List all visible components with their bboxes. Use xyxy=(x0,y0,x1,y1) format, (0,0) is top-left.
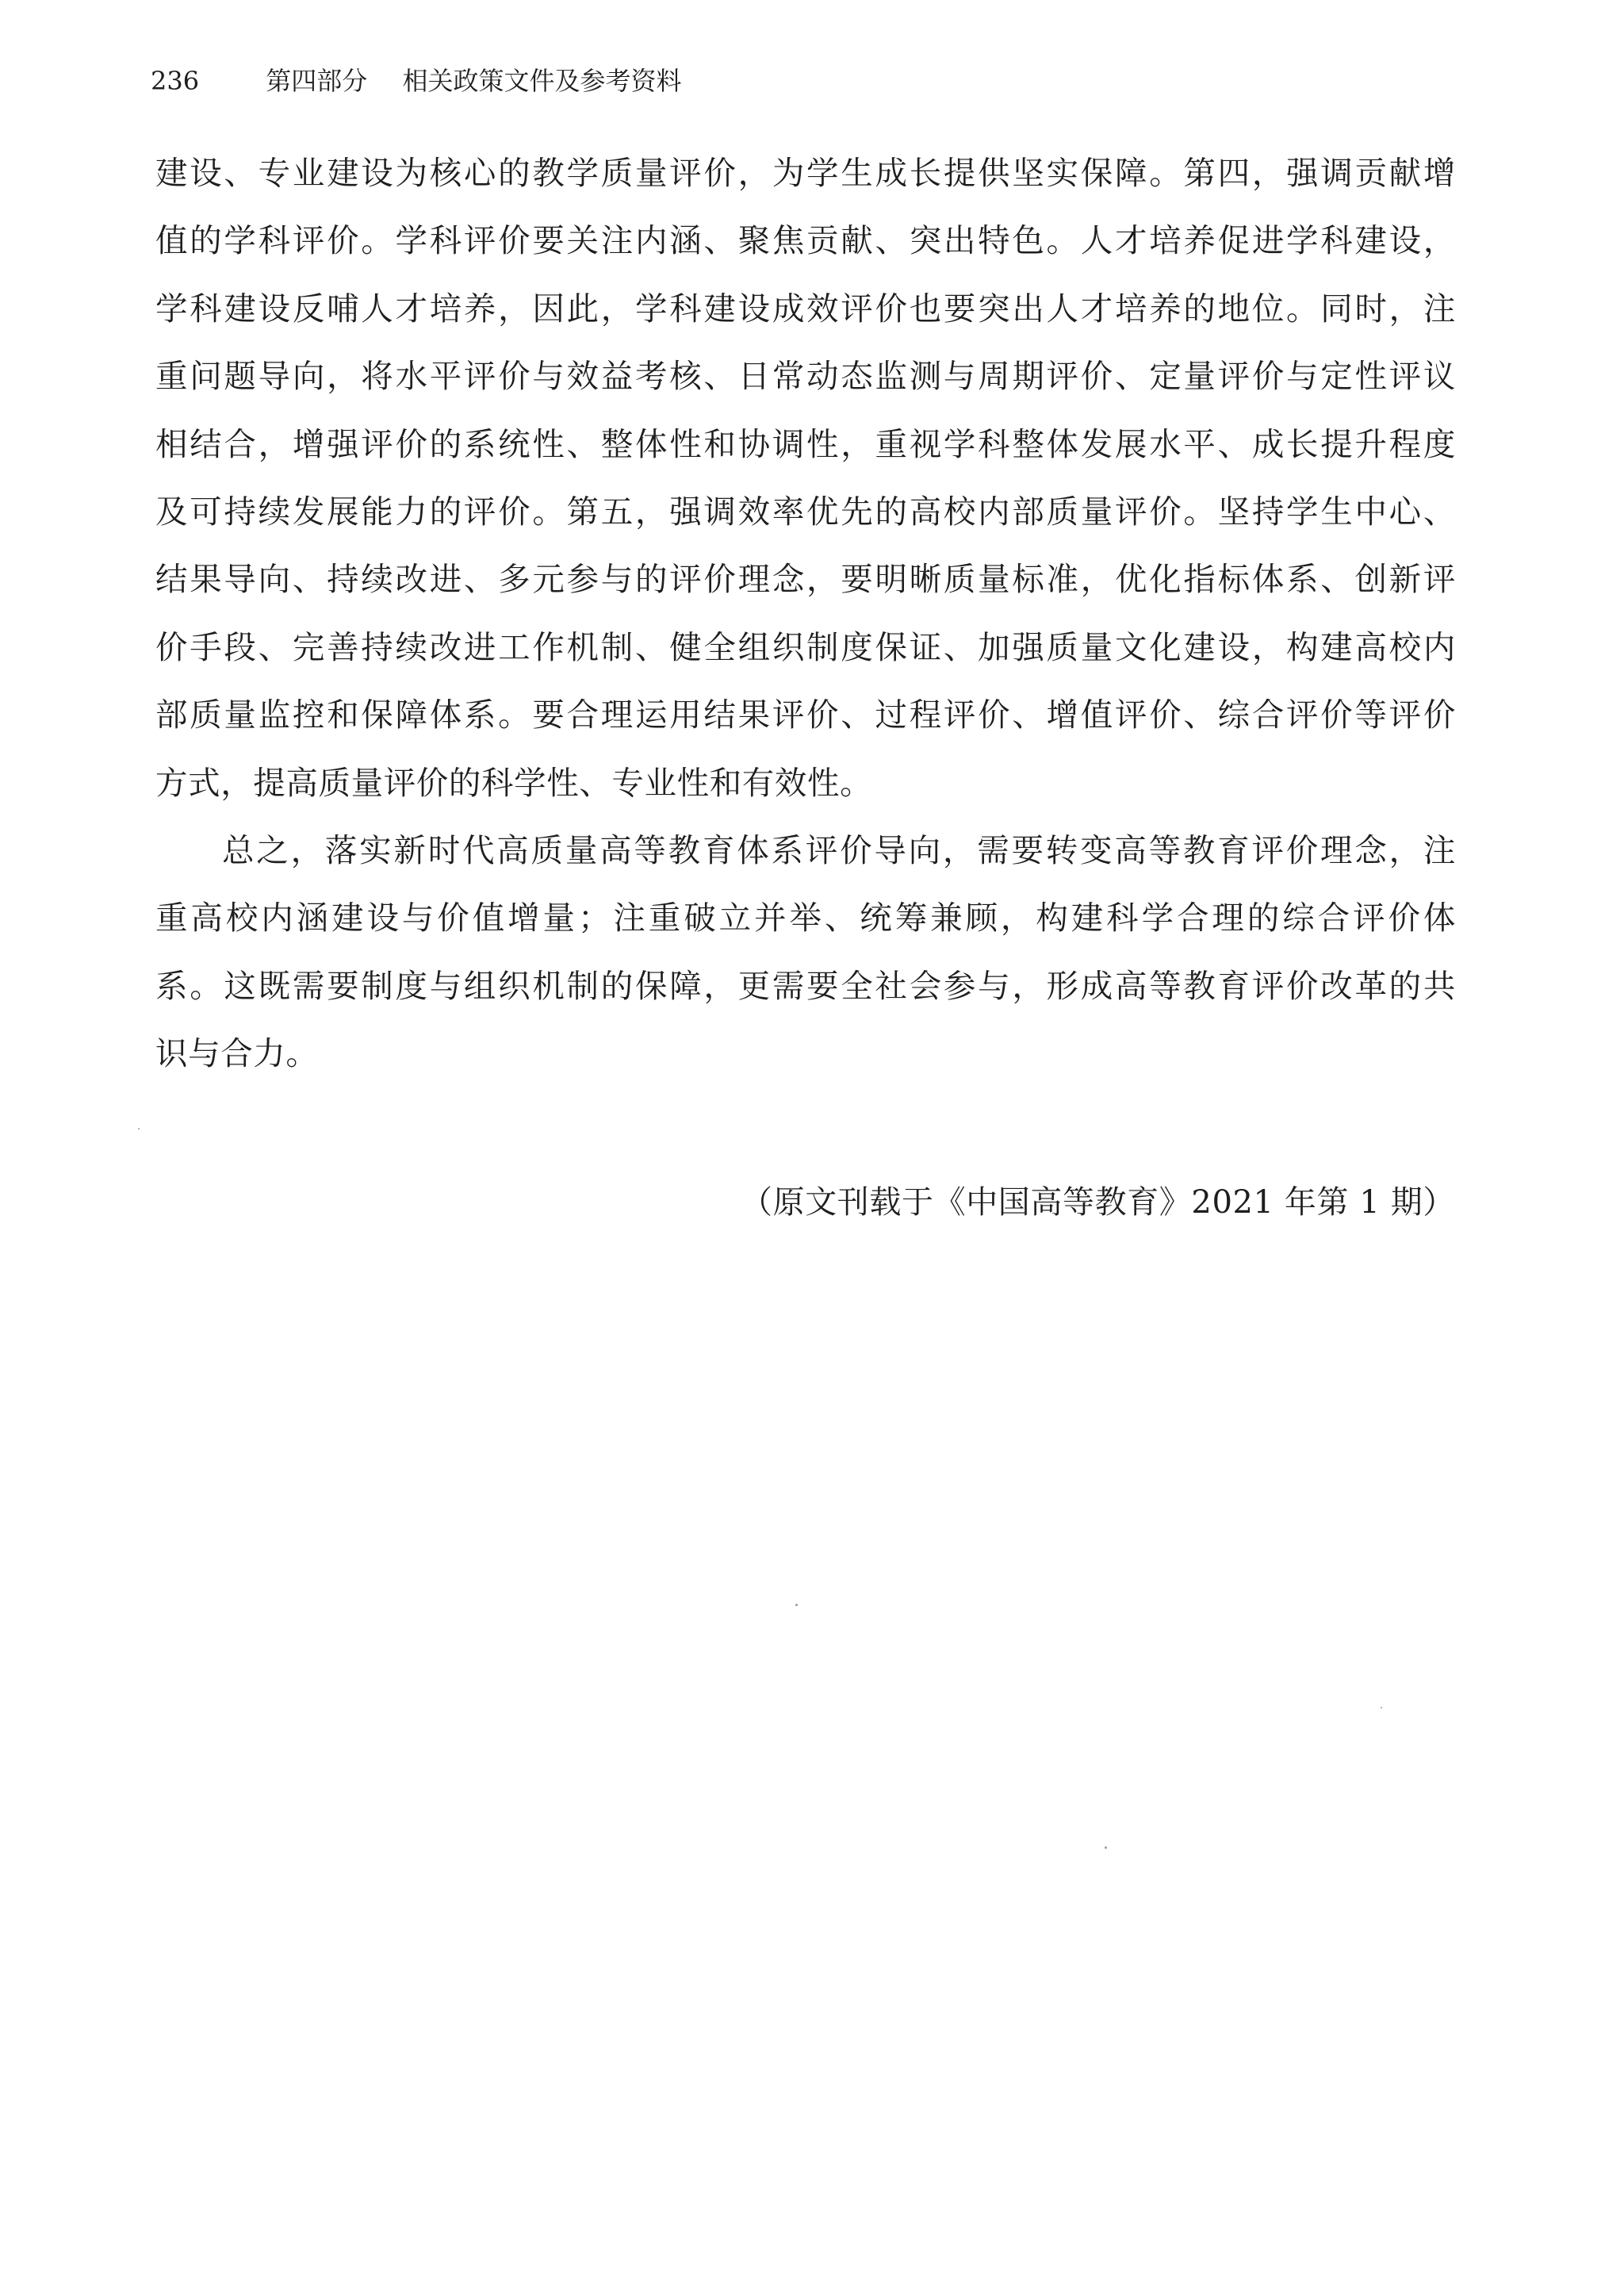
text-line: 总之，落实新时代高质量高等教育体系评价导向，需要转变高等教育评价理念，注 xyxy=(222,830,1456,869)
source-note: （原文刊载于《中国高等教育》2021 年第 1 期） xyxy=(741,1184,1455,1221)
text-line: 建设、专业建设为核心的教学质量评价，为学生成长提供坚实保障。第四，强调贡献增 xyxy=(155,154,1456,192)
text-line: 重问题导向，将水平评价与效益考核、日常动态监测与周期评价、定量评价与定性评议 xyxy=(155,357,1456,396)
paragraph xyxy=(155,817,1456,1088)
scan-speck xyxy=(795,1604,798,1606)
scan-speck xyxy=(1105,1846,1107,1849)
text-line: 部质量监控和保障体系。要合理运用结果评价、过程评价、增值评价、综合评价等评价 xyxy=(155,696,1456,734)
scan-speck xyxy=(1381,1707,1382,1708)
text-line: 识与合力。 xyxy=(155,1034,319,1073)
text-line: 学科建设反哺人才培养，因此，学科建设成效评价也要突出人才培养的地位。同时，注 xyxy=(155,289,1456,328)
text-line: 值的学科评价。学科评价要关注内涵、聚焦贡献、突出特色。人才培养促进学科建设， xyxy=(155,221,1456,260)
text-line: 方式，提高质量评价的科学性、专业性和有效性。 xyxy=(155,763,873,802)
text-line: 相结合，增强评价的系统性、整体性和协调性，重视学科整体发展水平、成长提升程度 xyxy=(155,424,1456,463)
scan-speck xyxy=(138,1128,140,1129)
part-label: 第四部分 xyxy=(266,66,368,96)
text-line: 结果导向、持续改进、多元参与的评价理念，要明晰质量标准，优化指标体系、创新评 xyxy=(155,560,1456,599)
text-line: 价手段、完善持续改进工作机制、健全组织制度保证、加强质量文化建设，构建高校内 xyxy=(155,627,1456,666)
page-number: 236 xyxy=(151,66,200,96)
running-header xyxy=(151,62,681,100)
text-line: 及可持续发展能力的评价。第五，强调效率优先的高校内部质量评价。坚持学生中心、 xyxy=(155,492,1456,531)
paragraph xyxy=(155,140,1456,817)
section-title: 相关政策文件及参考资料 xyxy=(402,66,682,96)
body-text xyxy=(155,140,1456,1087)
text-line: 重高校内涵建设与价值增量；注重破立并举、统筹兼顾，构建科学合理的综合评价体 xyxy=(155,899,1456,938)
text-line: 系。这既需要制度与组织机制的保障，更需要全社会参与，形成高等教育评价改革的共 xyxy=(155,966,1456,1005)
